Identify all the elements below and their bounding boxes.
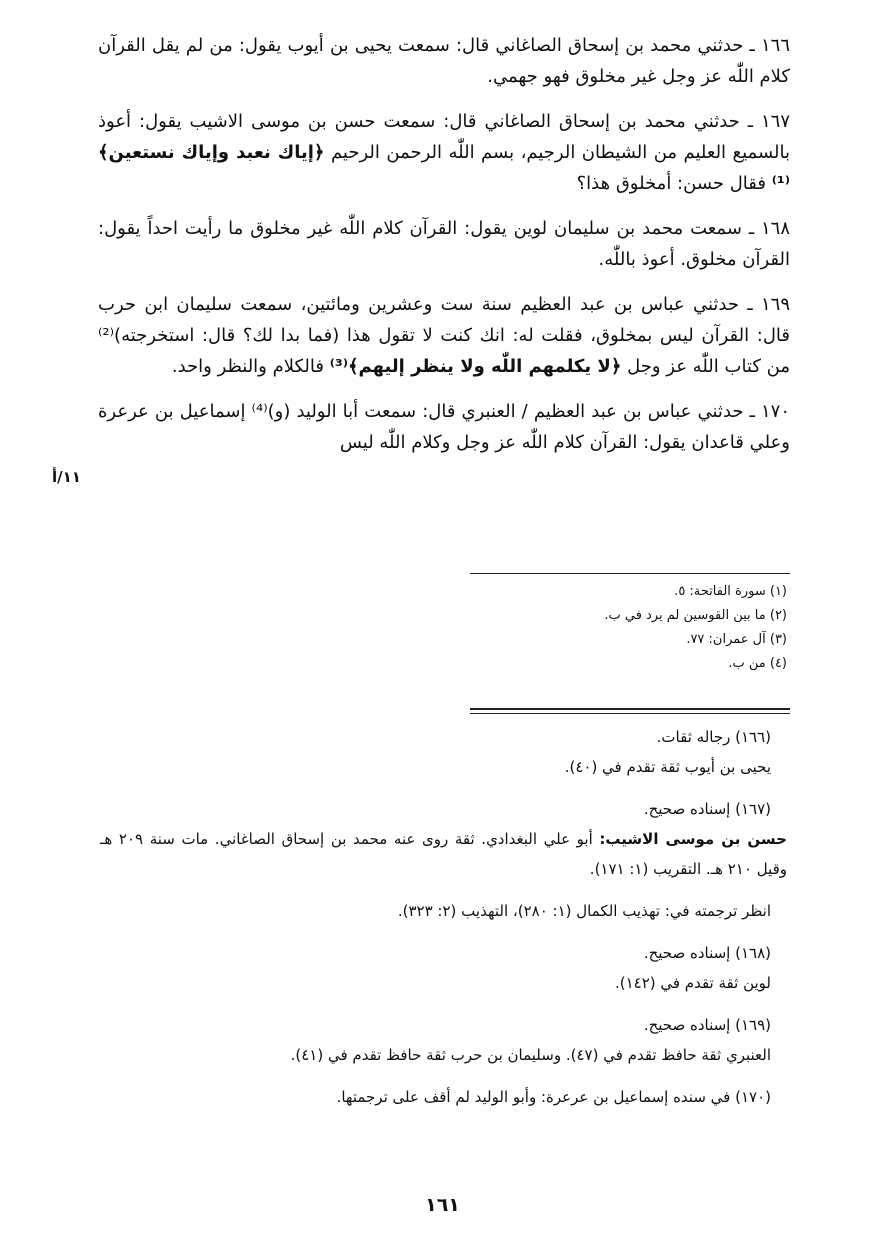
note-169	[100, 1010, 787, 1070]
footnote-divider	[470, 573, 790, 574]
note-167-narrator-name: حسن بن موسى الاشيب:	[599, 830, 787, 848]
footnote-3: (٣) آل عمران: ٧٧.	[686, 632, 787, 647]
note-167	[100, 794, 787, 884]
note-167-ref-block	[100, 896, 787, 926]
hadith-166: ١٦٦ ـ حدثني محمد بن إسحاق الصاغاني قال: سمعت يحيى بن أيوب يقول: من لم يقل القرآن كلام اللّٰه عز وجل غير مخلوق فهو جهمي.	[98, 35, 790, 87]
hadith-167-end: فقال حسن: أمخلوق هذا؟	[576, 173, 766, 194]
commentary-divider	[470, 708, 790, 714]
hadith-169-end: فالكلام والنظر واحد.	[171, 356, 324, 377]
note-167-bio-text: أبو علي البغدادي. ثقة روى عنه محمد بن إسحاق الصاغاني. مات سنة ٢٠٩ هـ وقيل ٢١٠ هـ. التقريب (١: ١٧١).	[100, 830, 787, 878]
footnotes	[470, 580, 787, 676]
hadith-168: ١٦٨ ـ سمعت محمد بن سليمان لوين يقول: القرآن كلام اللّٰه غير مخلوق ما رأيت احداً يقول: القرآن مخلوق. أعوذ باللّٰه.	[98, 218, 790, 270]
note-167-title: (١٦٧) إسناده صحيح.	[643, 800, 771, 818]
hadith-169	[98, 289, 790, 382]
commentary	[100, 722, 787, 1124]
note-169-title: (١٦٩) إسناده صحيح.	[643, 1016, 771, 1034]
footnote-1: (١) سورة الفاتحة: ٥.	[674, 584, 787, 599]
note-167-ref: انظر ترجمته في: تهذيب الكمال (١: ٢٨٠)، التهذيب (٢: ٣٢٣).	[397, 902, 771, 920]
hadith-167-text: ١٦٧ ـ حدثني محمد بن إسحاق الصاغاني قال: سمعت حسن بن موسى الاشيب يقول: أعوذ بالسميع العليم من الشيطان الرجيم، بسم اللّٰه الرحمن الرحيم	[98, 111, 790, 163]
note-170-title: (١٧٠) في سنده إسماعيل بن عرعرة: وأبو الوليد لم أقف على ترجمتها.	[336, 1088, 771, 1106]
quran-quote-167: ﴿إياك نعبد وإياك نستعين﴾⁽¹⁾	[98, 142, 790, 194]
note-166	[100, 722, 787, 782]
note-168	[100, 938, 787, 998]
note-170	[100, 1082, 787, 1112]
hadith-169-text: ١٦٩ ـ حدثني عباس بن عبد العظيم سنة ست وعشرين ومائتين، سمعت سليمان ابن حرب قال: القرآن ليس بمخلوق، فقلت له: انك كنت لا تقول هذا (فما بدا لك؟ قال: استخرجته)⁽²⁾ من كتاب اللّٰه عز وجل	[98, 294, 790, 377]
note-166-text: يحيى بن أيوب ثقة تقدم في (٤٠).	[564, 758, 771, 776]
note-166-title: (١٦٦) رجاله ثقات.	[656, 728, 771, 746]
note-169-text: العنبري ثقة حافظ تقدم في (٤٧). وسليمان بن حرب ثقة حافظ تقدم في (٤١).	[290, 1046, 771, 1064]
note-168-text: لوين ثقة تقدم في (١٤٢).	[614, 974, 771, 992]
note-167-bio	[100, 824, 787, 884]
hadith-170: ١٧٠ ـ حدثني عباس بن عبد العظيم / العنبري قال: سمعت أبا الوليد (و)⁽⁴⁾ إسماعيل بن عرعرة وعلي قاعدان يقول: القرآن كلام اللّٰه عز وجل وكلام اللّٰه ليس	[98, 401, 790, 453]
hadith-167	[98, 106, 790, 199]
manuscript-folio-ref: ١١/أ	[52, 468, 81, 486]
page-number: ١٦١	[425, 1194, 460, 1216]
footnote-4: (٤) من ب.	[728, 656, 787, 671]
quran-quote-169: ﴿لا يكلمهم اللّٰه ولا ينظر إليهم﴾⁽³⁾	[329, 356, 622, 377]
main-text	[98, 30, 790, 472]
footnote-2: (٢) ما بين القوسين لم يرد في ب.	[604, 608, 787, 623]
note-168-title: (١٦٨) إسناده صحيح.	[643, 944, 771, 962]
